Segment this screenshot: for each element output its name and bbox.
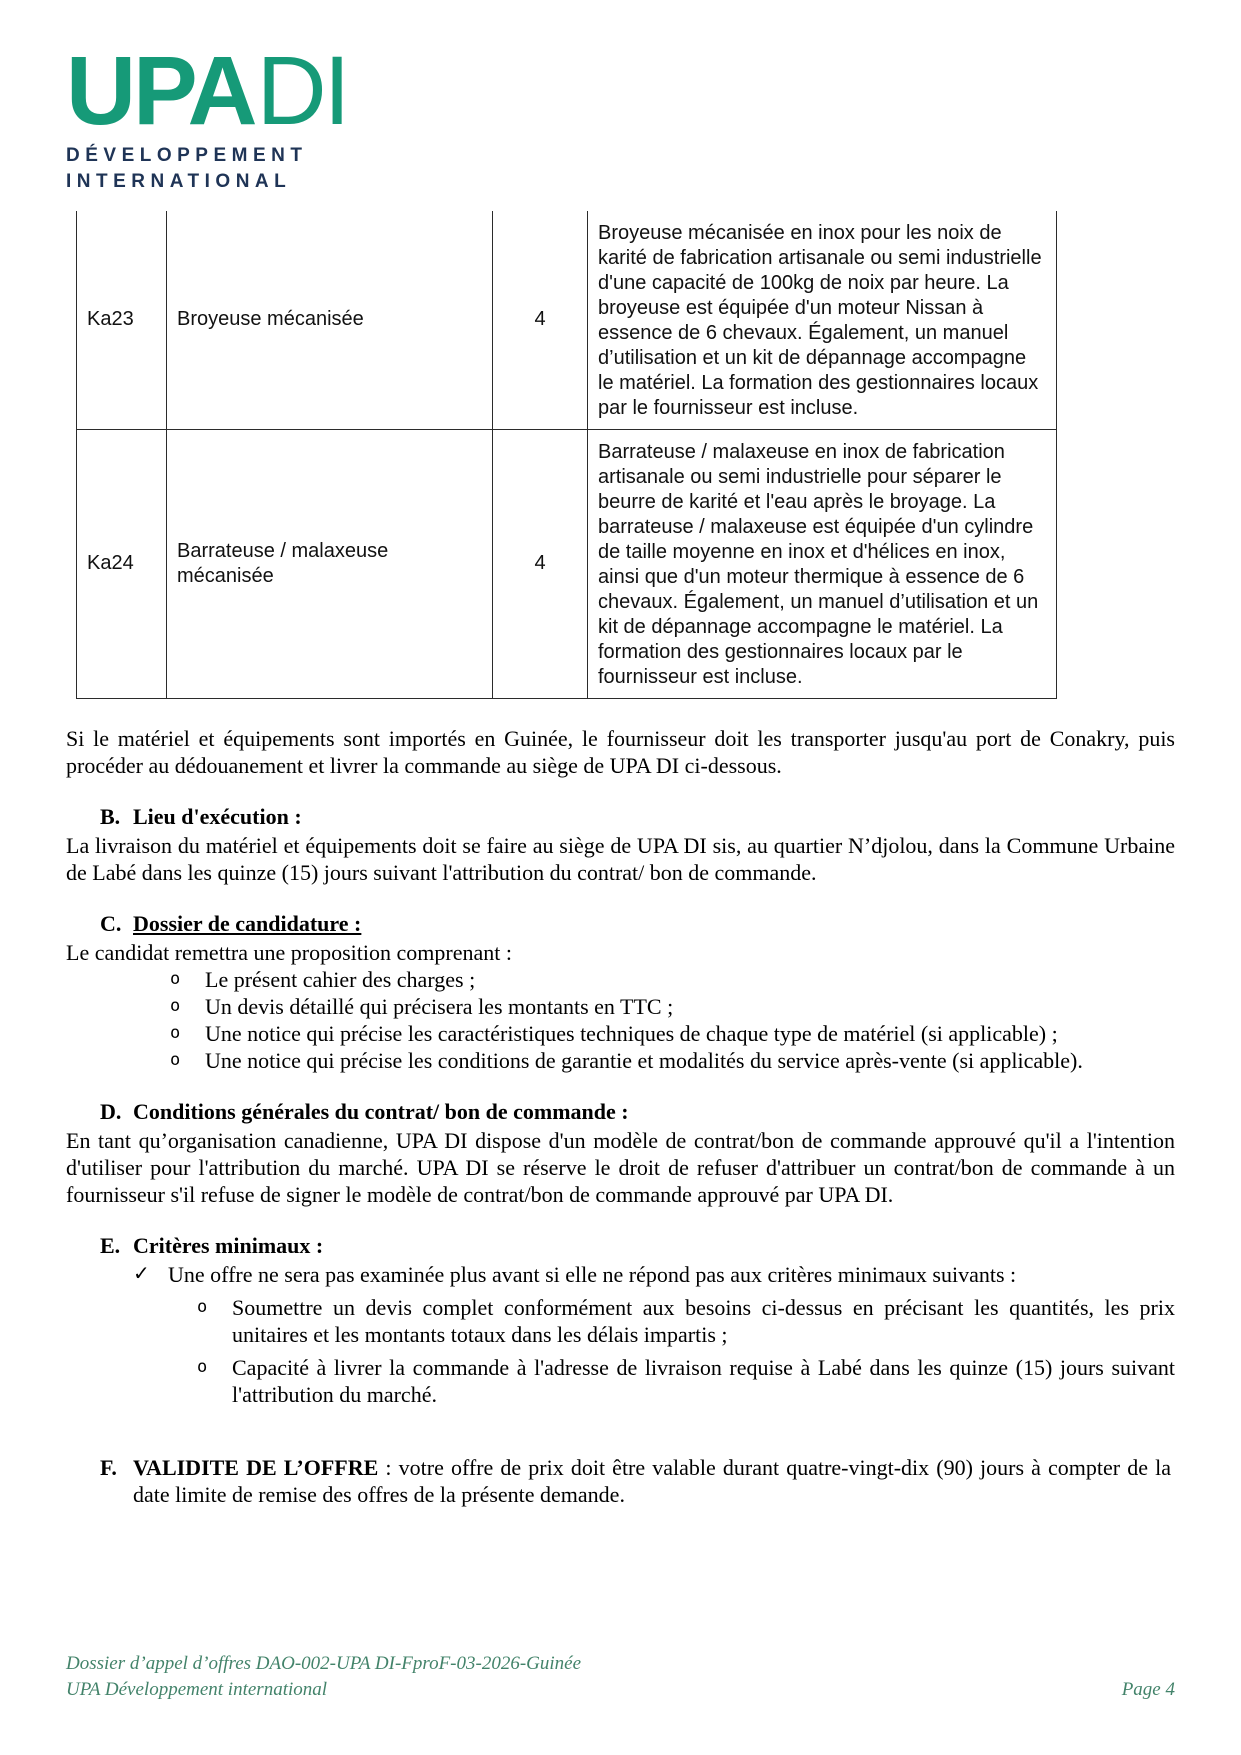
- circle-bullet-icon: o: [197, 1296, 208, 1317]
- section-f-letter: F.: [100, 1454, 117, 1480]
- list-item-text: Une offre ne sera pas examinée plus avant si elle ne répond pas aux critères minimaux suivants :: [168, 1261, 1017, 1287]
- section-f-body: : votre offre de prix doit être valable durant quatre-vingt-dix (90) jours à compter de la date limite de remise des offres de la présente demande.: [133, 1454, 1171, 1507]
- item-quantity-cell: 4: [493, 211, 588, 430]
- list-item: [170, 1047, 1175, 1074]
- list-item: [170, 993, 1175, 1020]
- circle-bullet-icon: o: [197, 1356, 208, 1377]
- checkmark-icon: ✓: [133, 1260, 150, 1285]
- footer-document-reference: Dossier d’appel d’offres DAO-002-UPA DI-FproF-03-2026-Guinée: [66, 1653, 582, 1674]
- section-b-letter: B.: [100, 803, 121, 829]
- section-c-title: Dossier de candidature :: [133, 910, 362, 936]
- circle-bullet-icon: o: [170, 968, 181, 989]
- section-b-heading: [100, 803, 1175, 830]
- footer-organization: UPA Développement international: [66, 1679, 328, 1700]
- list-item-text: Soumettre un devis complet conformément aux besoins ci-dessus en précisant les quantités, les prix unitaires et les montants totaux dans les délais impartis ;: [232, 1294, 1175, 1347]
- item-code-cell: Ka23: [77, 211, 167, 430]
- footer-page-number: Page 4: [1121, 1679, 1175, 1700]
- circle-bullet-icon: o: [170, 1022, 181, 1043]
- list-item-text: Une notice qui précise les caractéristiques techniques de chaque type de matériel (si applicable) ;: [205, 1020, 1058, 1046]
- section-d-heading: [100, 1098, 1175, 1125]
- circle-bullet-icon: o: [170, 1049, 181, 1070]
- logo-tagline-line1: DÉVELOPPEMENT: [66, 145, 308, 167]
- page-footer: [66, 1651, 1175, 1703]
- list-item: [133, 1260, 1175, 1288]
- list-item-text: Capacité à livrer la commande à l'adresse de livraison requise à Labé dans les quinze (15) jours suivant l'attribution du marché.: [232, 1354, 1175, 1407]
- section-f-title: VALIDITE DE L’OFFRE: [133, 1454, 379, 1480]
- list-item-text: Une notice qui précise les conditions de garantie et modalités du service après-vente (si applicable).: [205, 1047, 1083, 1073]
- list-item: [170, 1020, 1175, 1047]
- list-item: [170, 966, 1175, 993]
- item-description-cell: Barrateuse / malaxeuse en inox de fabrication artisanale ou semi industrielle pour séparer le beurre de karité et l'eau après le broyage. La barrateuse / malaxeuse est équipée d'un cylindre de taille moyenne en inox et d'hélices en inox, ainsi que d'un moteur thermique à essence de 6 chevaux. Également, un manuel d’utilisation et un kit de dépannage accompagne le matériel. La formation des gestionnaires locaux par le fournisseur est incluse.: [588, 429, 1057, 698]
- logo-upa-text: UPA: [66, 36, 255, 145]
- upadi-logo: [66, 0, 1175, 195]
- logo-di-text: DI: [256, 36, 348, 145]
- logo-tagline-line2: INTERNATIONAL: [66, 170, 292, 192]
- import-conditions-paragraph: Si le matériel et équipements sont importés en Guinée, le fournisseur doit les transporter jusqu'au port de Conakry, puis procéder au dédouanement et livrer la commande au siège de UPA DI ci-dessous.: [66, 725, 1175, 778]
- list-item-text: Le présent cahier des charges ;: [205, 966, 476, 992]
- logo-wordmark: [66, 36, 1175, 145]
- section-c-letter: C.: [100, 910, 122, 936]
- section-c-heading: [100, 910, 1175, 937]
- logo-tagline: [66, 143, 1175, 194]
- item-designation-cell: Barrateuse / malaxeuse mécanisée: [167, 429, 493, 698]
- section-d-title: Conditions générales du contrat/ bon de commande :: [133, 1098, 629, 1124]
- section-b-body: La livraison du matériel et équipements doit se faire au siège de UPA DI sis, au quartier N’djolou, dans la Commune Urbaine de Labé dans les quinze (15) jours suivant l'attribution du contrat/ bon de commande.: [66, 832, 1175, 885]
- section-b-title: Lieu d'exécution :: [133, 803, 302, 829]
- section-c-intro: Le candidat remettra une proposition comprenant :: [66, 939, 512, 965]
- list-item-text: Un devis détaillé qui précisera les montants en TTC ;: [205, 993, 674, 1019]
- section-d-letter: D.: [100, 1098, 122, 1124]
- list-item: [197, 1354, 1175, 1408]
- section-e-title: Critères minimaux :: [133, 1232, 324, 1258]
- item-quantity-cell: 4: [493, 429, 588, 698]
- section-e-heading: [100, 1232, 1175, 1259]
- section-f-clause: [100, 1454, 1175, 1508]
- table-row: [77, 211, 1057, 430]
- item-code-cell: Ka24: [77, 429, 167, 698]
- section-d-body: En tant qu’organisation canadienne, UPA DI dispose d'un modèle de contrat/bon de commande approuvé qu'il a l'intention d'utiliser pour l'attribution du marché. UPA DI se réserve le droit de refuser d'attribuer un contrat/bon de commande à un fournisseur s'il refuse de signer le modèle de contrat/bon de commande approuvé par UPA DI.: [66, 1127, 1175, 1207]
- list-item: [197, 1294, 1175, 1348]
- section-e-letter: E.: [100, 1232, 121, 1258]
- table-row: [77, 429, 1057, 698]
- item-description-cell: Broyeuse mécanisée en inox pour les noix de karité de fabrication artisanale ou semi industrielle d'une capacité de 100kg de noix par heure. La broyeuse est équipée d'un moteur Nissan à essence de 6 chevaux. Également, un manuel d’utilisation et un kit de dépannage accompagne le matériel. La formation des gestionnaires locaux par le fournisseur est incluse.: [588, 211, 1057, 430]
- equipment-table: [76, 211, 1057, 699]
- item-designation-cell: Broyeuse mécanisée: [167, 211, 493, 430]
- circle-bullet-icon: o: [170, 995, 181, 1016]
